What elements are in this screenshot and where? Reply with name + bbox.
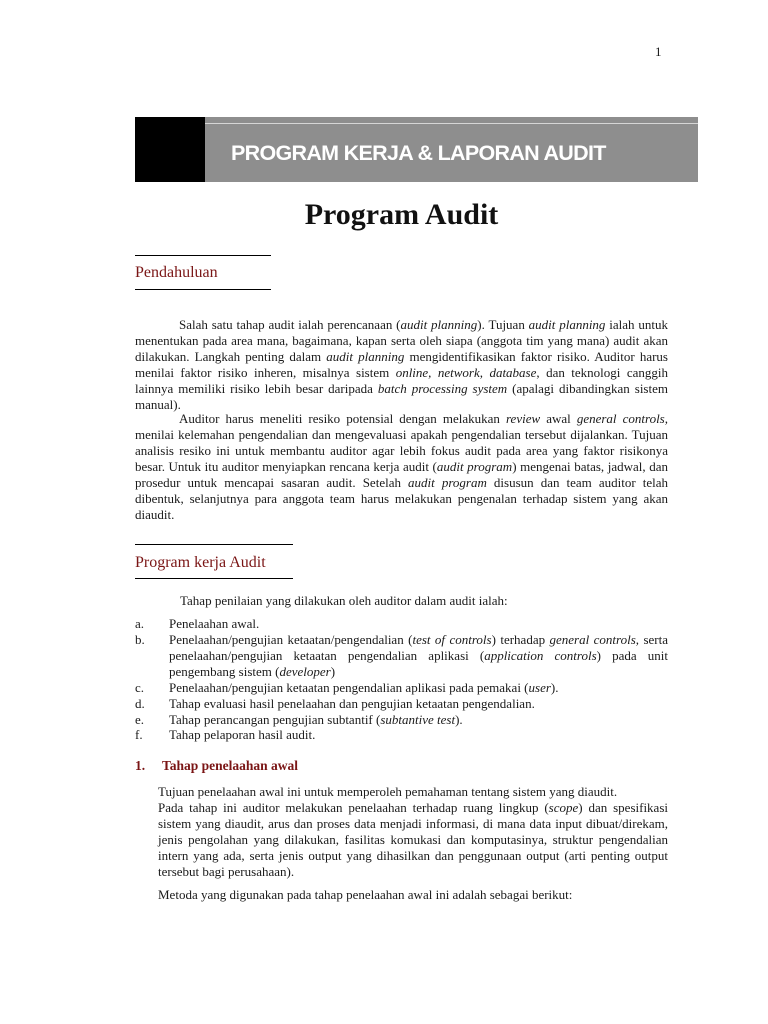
italic-term: user (528, 680, 551, 695)
list-item (169, 680, 668, 696)
text-run: ) dan spesifikasi sistem yang diaudit, arus dan proses data menjadi informasi, di mana data input dibuat/direkam, jenis pengolahan yang dilakukan, fasilitas komukasi dan komputasinya, struktur pengendalian intern yang ada, serta jenis output yang dihasilkan dan penggunaan output (arti penting output tersebut bagi perusahaan). (158, 800, 668, 879)
italic-term: scope (548, 800, 579, 815)
header-banner (135, 117, 698, 182)
list-intro: Tahap penilaian yang dilakukan oleh auditor dalam audit ialah: (180, 593, 508, 608)
italic-term: online, network, database (395, 365, 537, 380)
text-run: Tahap perancangan pengujian subtantif ( (169, 712, 381, 727)
italic-term: batch processing system (377, 381, 508, 396)
italic-term: test of controls (412, 632, 492, 647)
list-item (169, 696, 668, 712)
text-run: , dan teknologi canggih lainnya memiliki risiko lebih besar daripada (135, 365, 668, 396)
italic-term: general controls, (576, 411, 668, 426)
subsection-heading (135, 758, 298, 774)
list-item (169, 727, 668, 743)
italic-term: audit planning (326, 349, 405, 364)
subsection-line: Tujuan penelaahan awal ini untuk memperoleh pemahaman tentang sistem yang diaudit. (158, 784, 618, 799)
list-item (169, 712, 668, 728)
text-run: ). (550, 680, 559, 695)
list-marker: b. (135, 632, 145, 647)
italic-term: application controls (484, 648, 597, 663)
banner-black-block (135, 117, 205, 182)
text-run: ) mengenai batas, jadwal, dan prosedur untuk mencapai sasaran audit. Setelah (135, 459, 669, 490)
text-run: ialah untuk menentukan pada area mana, bagaimana, kapan serta oleh siapa (anggota tim yang mana) audit akan dilakukan. Langkah penting dalam (135, 317, 668, 364)
text-run: ) terhadap (491, 632, 550, 647)
text-run: awal (540, 411, 577, 426)
text-run: Tahap evaluasi hasil penelaahan dan pengujian ketaatan pengendalian. (169, 696, 535, 711)
text-run: ). (455, 712, 463, 727)
list-item (169, 616, 668, 632)
page-number: 1 (655, 44, 662, 59)
text-run: serta penelaahan/pengujian ketaatan pengendalian aplikasi ( (169, 632, 668, 663)
text-run: Salah satu tahap audit ialah perencanaan ( (179, 317, 401, 332)
list-marker: f. (135, 727, 143, 742)
text-run: Pada tahap ini auditor melakukan penelaahan terhadap ruang lingkup ( (158, 800, 549, 815)
italic-term: audit program (408, 475, 487, 490)
banner-divider-line (205, 123, 698, 124)
subsection-title: Tahap penelaahan awal (162, 758, 299, 773)
section-heading-pendahuluan: Pendahuluan (135, 264, 218, 281)
italic-term: developer (279, 664, 331, 679)
intro-paragraph-2 (135, 411, 668, 523)
list-marker: e. (135, 712, 145, 727)
text-run: mengidentifikasikan faktor risiko. Auditor harus menilai faktor risiko inheren, misalnya sistem (135, 349, 668, 380)
section-rule-top (135, 255, 271, 256)
section-rule-bottom (135, 289, 271, 290)
italic-term: review (505, 411, 541, 426)
italic-term: audit planning (400, 317, 478, 332)
list-item (169, 632, 668, 680)
italic-term: subtantive test (380, 712, 456, 727)
text-run: ). Tujuan (477, 317, 529, 332)
list-marker: c. (135, 680, 145, 695)
subsection-paragraph (158, 800, 668, 880)
text-run: disusun dan team auditor telah dibentuk, selanjutnya para anggota team harus melakukan pengenalan terhadap sistem yang akan diaudit. (135, 475, 668, 522)
text-run: menilai kelemahan pengendalian dan mengevaluasi apakah pengendalian tersebut dijalankan. Tujuan analisis resiko ini untuk membantu auditor agar lebih fokus audit pada area yang faktor risikonya besar. Untuk itu auditor menyiapkan rencana kerja audit ( (135, 427, 668, 474)
list-marker: d. (135, 696, 145, 711)
text-run: Penelaahan/pengujian ketaatan/pengendalian ( (169, 632, 413, 647)
intro-paragraph-1 (135, 317, 668, 413)
text-run: Penelaahan/pengujian ketaatan pengendalian aplikasi pada pemakai ( (169, 680, 529, 695)
subsection-number: 1. (135, 758, 146, 773)
section-rule-top (135, 544, 293, 545)
section-heading-program-kerja: Program kerja Audit (135, 554, 266, 571)
italic-term: audit planning (528, 317, 606, 332)
document-title: Program Audit (304, 198, 499, 231)
text-run: ) (330, 664, 336, 679)
list-marker: a. (135, 616, 145, 631)
text-run: Tahap pelaporan hasil audit. (169, 727, 316, 742)
banner-title: PROGRAM KERJA & LAPORAN AUDIT (231, 141, 606, 165)
text-run: Penelaahan awal. (169, 616, 260, 631)
text-run: (apalagi dibandingkan sistem manual). (135, 381, 668, 412)
text-run: ) pada unit pengembang sistem ( (169, 648, 668, 679)
italic-term: general controls, (549, 632, 640, 647)
section-rule-bottom (135, 578, 293, 579)
text-run: Auditor harus meneliti resiko potensial dengan melakukan (179, 411, 506, 426)
subsection-method: Metoda yang digunakan pada tahap penelaahan awal ini adalah sebagai berikut: (158, 887, 573, 902)
italic-term: audit program (436, 459, 513, 474)
